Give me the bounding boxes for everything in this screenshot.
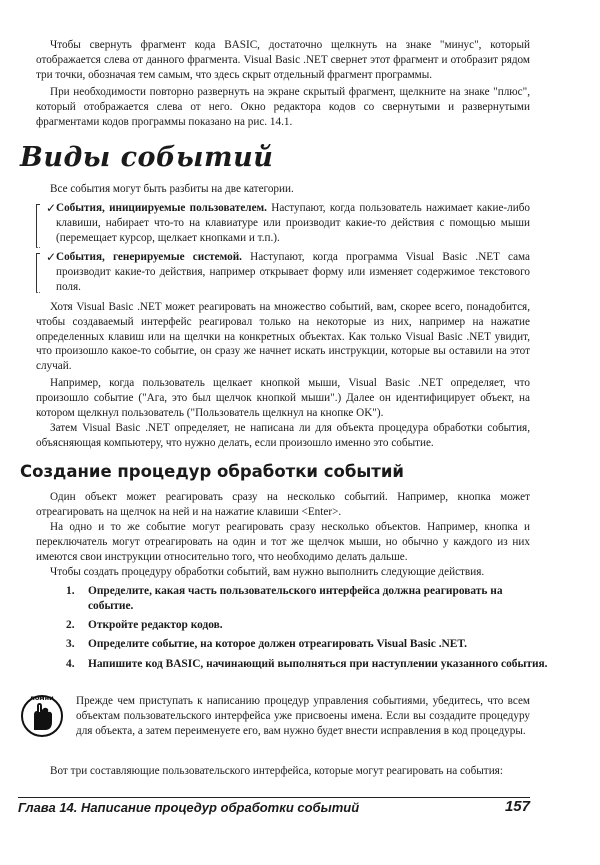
paragraph-then: Затем Visual Basic .NET определяет, не написана ли для объекта процедура обработки события, объясняющая компьютеру, что нужно делать, если произошло именно это событие. — [36, 422, 530, 449]
bullet-text: Наступают, когда программа Visual Basic .NET сама производит какие-то действия, например открывает форму или изменяет содержимое текстового поля. — [56, 251, 530, 293]
chapter-title: Глава 14. Написание процедур обработки событий — [18, 800, 360, 815]
bullet-user-events — [46, 201, 531, 245]
paragraph-three-components: Вот три составляющие пользовательского интерфейса, которые могут реагировать на события: — [50, 765, 503, 777]
step-text: Напишите код BASIC, начинающий выполняться при наступлении указанного события. — [88, 658, 548, 670]
page-footer — [18, 797, 530, 818]
remember-label: помни — [30, 694, 54, 702]
step-number: 1. — [66, 585, 75, 597]
checkmark-icon: ✓ — [46, 250, 57, 264]
paragraph-expand: При необходимости повторно развернуть на экране скрытый фрагмент, щелкните на знаке "плюс", который отображается слева от него. Окно редактора кодов со свернутыми и развернутыми фрагментами кодов программы показано на рис. 14.1. — [36, 86, 530, 128]
step-4 — [66, 657, 548, 672]
paragraph-many-objects: На одно и то же событие могут реагировать сразу несколько объектов. Например, кнопка и переключатель могут отреагировать на один и тот же щелчок мыши, но обычно у каждого из них имеются свои инструкции относительно того, что необходимо делать дальше. — [36, 521, 530, 563]
paragraph-example: Например, когда пользователь щелкает кнопкой мыши, Visual Basic .NET определяет, что произошло событие ("Ага, это был щелчок кнопкой мыши".) Далее он идентифицирует объект, на котором щелкнул пользователь ("Пользователь щелкнул на кнопке OK"). — [36, 377, 530, 419]
bracket-mark — [36, 204, 40, 248]
step-number: 2. — [66, 619, 75, 631]
bullet-text: Наступают, когда пользователь нажимает какие-либо клавиши, набирает что-то на клавиатуре или производит какие-то действия с помощью мыши (перемещает курсор, щелкает кнопками и т.п.). — [56, 202, 531, 244]
remember-hand-icon — [18, 690, 66, 738]
paragraph-many-events: Хотя Visual Basic .NET может реагировать на множество событий, вам, скорее всего, понадобится, чтобы создаваемый интерфейс реагировал только на некоторые из них, например на нажатие определенных клавиш или на щелчки на конкретных объектах. Как только Visual Basic .NET увидит, что произошло какое-то событие, он сразу же начнет искать инструкции, которые вы оставили на этот случай. — [36, 301, 530, 373]
step-number: 4. — [66, 658, 75, 670]
paragraph-collapse: Чтобы свернуть фрагмент кода BASIC, достаточно щелкнуть на знаке "минус", который отображается слева от данного фрагмента. Visual Basic .NET свернет этот фрагмент и отобразит рядом три точки, обозначая тем самым, что здесь скрыт отдельный фрагмент программы. — [36, 39, 530, 81]
bullet-system-events — [46, 250, 530, 294]
bracket-mark — [36, 253, 40, 293]
step-text: Определите, какая часть пользовательского интерфейса должна реагировать на событие. — [88, 585, 503, 612]
step-text: Определите событие, на которое должен отреагировать Visual Basic .NET. — [88, 638, 467, 650]
step-text: Откройте редактор кодов. — [88, 619, 223, 631]
paragraph-steps-intro: Чтобы создать процедуру обработки событий, вам нужно выполнить следующие действия. — [50, 566, 485, 578]
note-text: Прежде чем приступать к написанию процедур управления событиями, убедитесь, что всем объектам пользовательского интерфейса уже присвоены имена. Если вы создадите процедуру для объекта, а затем переименуете его, вам нужно будет внести исправления в код процедуры. — [76, 695, 530, 737]
bullet-term: События, генерируемые системой. — [56, 251, 242, 263]
checkmark-icon: ✓ — [46, 201, 57, 215]
heading-event-types: Виды событий — [20, 142, 274, 173]
bullet-term: События, инициируемые пользователем. — [56, 202, 267, 214]
step-3 — [66, 637, 548, 652]
step-1 — [66, 584, 548, 614]
page-number: 157 — [504, 798, 530, 815]
heading-create-procedures: Создание процедур обработки событий — [20, 462, 404, 481]
paragraph-categories: Все события могут быть разбиты на две категории. — [50, 183, 294, 195]
paragraph-one-object: Один объект может реагировать сразу на несколько событий. Например, кнопка может отреагировать на щелчок на ней и на нажатие клавиши <Enter>. — [36, 491, 530, 518]
step-number: 3. — [66, 638, 75, 650]
step-2 — [66, 618, 548, 633]
